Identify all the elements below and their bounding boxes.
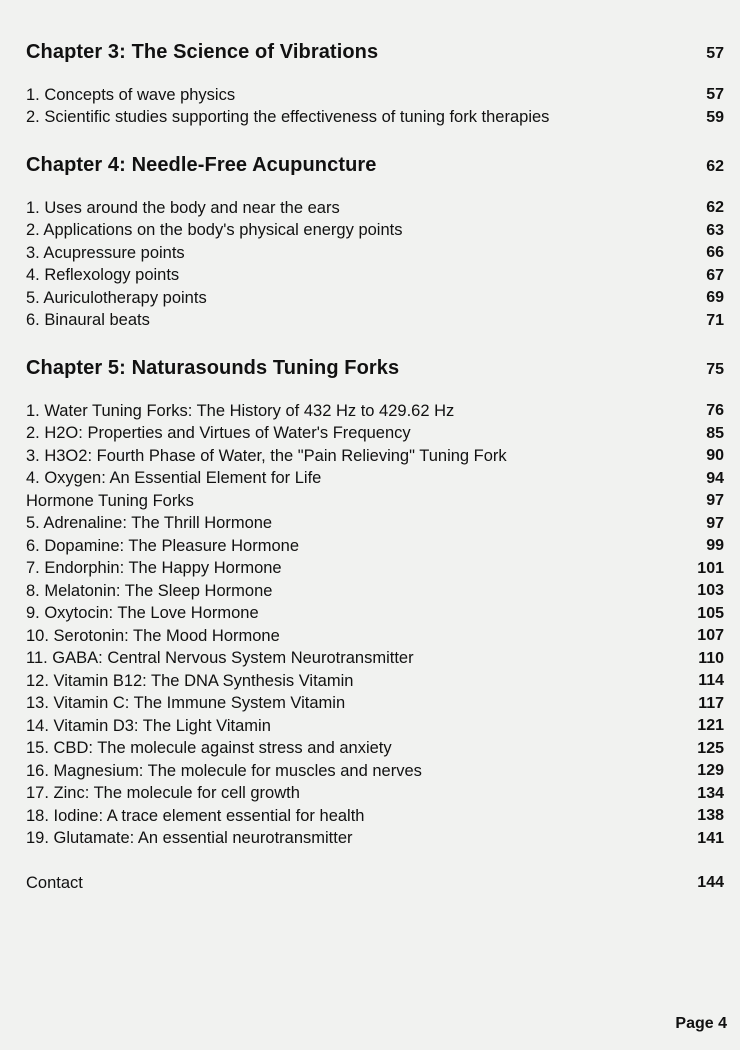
toc-entry-label: 12. Vitamin B12: The DNA Synthesis Vitamin — [26, 671, 354, 690]
toc-entry-label: 3. H3O2: Fourth Phase of Water, the "Pain Relieving" Tuning Fork — [26, 446, 507, 465]
chapter-title: Chapter 5: Naturasounds Tuning Forks — [26, 357, 400, 379]
toc-entry-label: 4. Oxygen: An Essential Element for Life — [26, 469, 322, 488]
toc-entry-label: 8. Melatonin: The Sleep Hormone — [26, 581, 273, 600]
chapter-4 — [26, 147, 724, 332]
toc-entry-label: 6. Binaural beats — [26, 311, 150, 330]
toc-entry[interactable] — [26, 400, 724, 423]
chapter-heading[interactable] — [26, 34, 724, 64]
toc-entry-label: 18. Iodine: A trace element essential for health — [26, 806, 365, 825]
toc-entry-label: 5. Auriculotherapy points — [26, 288, 207, 307]
toc-entry-page: 134 — [697, 784, 724, 802]
toc-entry-page: 97 — [706, 514, 724, 532]
toc-entry-page: 63 — [706, 221, 724, 239]
toc-entry-label: 4. Reflexology points — [26, 266, 180, 285]
toc-entry[interactable] — [26, 197, 724, 220]
chapter-page-number: 62 — [706, 158, 724, 175]
toc-entry[interactable] — [26, 760, 724, 783]
chapter-entries — [26, 197, 724, 332]
toc-entry-page: 101 — [697, 559, 724, 577]
toc-entry-page: 59 — [706, 108, 724, 126]
toc-entry[interactable] — [26, 715, 724, 738]
chapter-entries — [26, 84, 724, 129]
toc-entry[interactable] — [26, 107, 724, 130]
toc-entry[interactable] — [26, 535, 724, 558]
toc-entry[interactable] — [26, 828, 724, 851]
toc-entry-page: 117 — [698, 694, 724, 712]
toc-entry[interactable] — [26, 580, 724, 603]
table-of-contents — [26, 34, 724, 895]
toc-entry-page: 103 — [697, 582, 724, 600]
chapter-heading[interactable] — [26, 350, 724, 380]
toc-entry-label: Hormone Tuning Forks — [26, 491, 194, 510]
toc-entry-page: 69 — [706, 289, 724, 307]
page-number-footer: Page 4 — [675, 1015, 727, 1032]
toc-entry-page: 76 — [706, 402, 724, 420]
chapter-entries — [26, 400, 724, 850]
toc-entry-page: 57 — [706, 86, 724, 104]
toc-entry[interactable] — [26, 84, 724, 107]
toc-entry-page: 110 — [698, 649, 724, 667]
toc-entry[interactable] — [26, 558, 724, 581]
toc-entry-label: 15. CBD: The molecule against stress and anxiety — [26, 739, 392, 758]
toc-entry-label: 2. Scientific studies supporting the effectiveness of tuning fork therapies — [26, 108, 550, 127]
toc-entry-label: 2. Applications on the body's physical energy points — [26, 221, 403, 240]
toc-entry-page: 66 — [706, 244, 724, 262]
toc-entry-page: 138 — [697, 807, 724, 825]
toc-entry-page: 129 — [697, 762, 724, 780]
toc-entry-page: 67 — [706, 266, 724, 284]
toc-entry-page: 97 — [706, 492, 724, 510]
toc-entry[interactable] — [26, 513, 724, 536]
toc-entry-page: 107 — [697, 627, 724, 645]
toc-entry[interactable] — [26, 648, 724, 671]
toc-entry-label: 10. Serotonin: The Mood Hormone — [26, 626, 280, 645]
toc-entry-page: 141 — [697, 829, 724, 847]
chapter-5 — [26, 350, 724, 850]
toc-entry[interactable] — [26, 783, 724, 806]
toc-entry-page: 125 — [697, 739, 724, 757]
toc-entry-label: Contact — [26, 873, 83, 892]
toc-entry-label: 13. Vitamin C: The Immune System Vitamin — [26, 694, 346, 713]
toc-entry-page: 90 — [706, 447, 724, 465]
toc-entry-page: 114 — [698, 672, 724, 690]
toc-entry-label: 1. Water Tuning Forks: The History of 432 Hz to 429.62 Hz — [26, 401, 455, 420]
toc-entry[interactable] — [26, 287, 724, 310]
toc-entry[interactable] — [26, 423, 724, 446]
toc-entry-label: 6. Dopamine: The Pleasure Hormone — [26, 536, 300, 555]
toc-entry[interactable] — [26, 310, 724, 333]
toc-entry-label: 1. Concepts of wave physics — [26, 85, 236, 104]
toc-entry-page: 94 — [706, 469, 724, 487]
chapter-page-number: 57 — [706, 45, 724, 62]
chapter-title: Chapter 3: The Science of Vibrations — [26, 41, 379, 63]
toc-entry-label: 16. Magnesium: The molecule for muscles and nerves — [26, 761, 422, 780]
chapter-heading[interactable] — [26, 147, 724, 177]
toc-entry[interactable] — [26, 242, 724, 265]
toc-entry-contact[interactable] — [26, 872, 724, 895]
toc-entry-label: 11. GABA: Central Nervous System Neurotransmitter — [26, 649, 414, 668]
toc-entry[interactable] — [26, 445, 724, 468]
toc-entry-page: 144 — [697, 874, 724, 892]
toc-entry-page: 105 — [697, 604, 724, 622]
toc-entry[interactable] — [26, 693, 724, 716]
toc-entry-page: 121 — [697, 717, 724, 735]
toc-entry-label: 5. Adrenaline: The Thrill Hormone — [26, 514, 273, 533]
toc-entry-page: 99 — [706, 537, 724, 555]
toc-entry-page: 71 — [706, 311, 724, 329]
toc-entry-label: 19. Glutamate: An essential neurotransmitter — [26, 829, 353, 848]
toc-entry[interactable] — [26, 738, 724, 761]
toc-entry[interactable] — [26, 468, 724, 491]
toc-entry-label: 9. Oxytocin: The Love Hormone — [26, 604, 259, 623]
toc-entry-label: 14. Vitamin D3: The Light Vitamin — [26, 716, 271, 735]
toc-entry[interactable] — [26, 220, 724, 243]
toc-entry-label: 7. Endorphin: The Happy Hormone — [26, 559, 282, 578]
toc-entry-label: 1. Uses around the body and near the ears — [26, 198, 340, 217]
toc-entry-page: 62 — [706, 199, 724, 217]
toc-entry-label: 2. H2O: Properties and Virtues of Water's Frequency — [26, 424, 411, 443]
chapter-title: Chapter 4: Needle-Free Acupuncture — [26, 154, 377, 176]
toc-entry[interactable] — [26, 670, 724, 693]
toc-entry-label: 3. Acupressure points — [26, 243, 185, 262]
toc-entry-page: 85 — [706, 424, 724, 442]
chapter-page-number: 75 — [706, 361, 724, 378]
toc-entry[interactable] — [26, 805, 724, 828]
toc-subsection-entry[interactable] — [26, 490, 724, 513]
toc-entry[interactable] — [26, 603, 724, 626]
toc-entry[interactable] — [26, 265, 724, 288]
toc-entry[interactable] — [26, 625, 724, 648]
toc-entry-label: 17. Zinc: The molecule for cell growth — [26, 784, 300, 803]
chapter-3 — [26, 34, 724, 129]
